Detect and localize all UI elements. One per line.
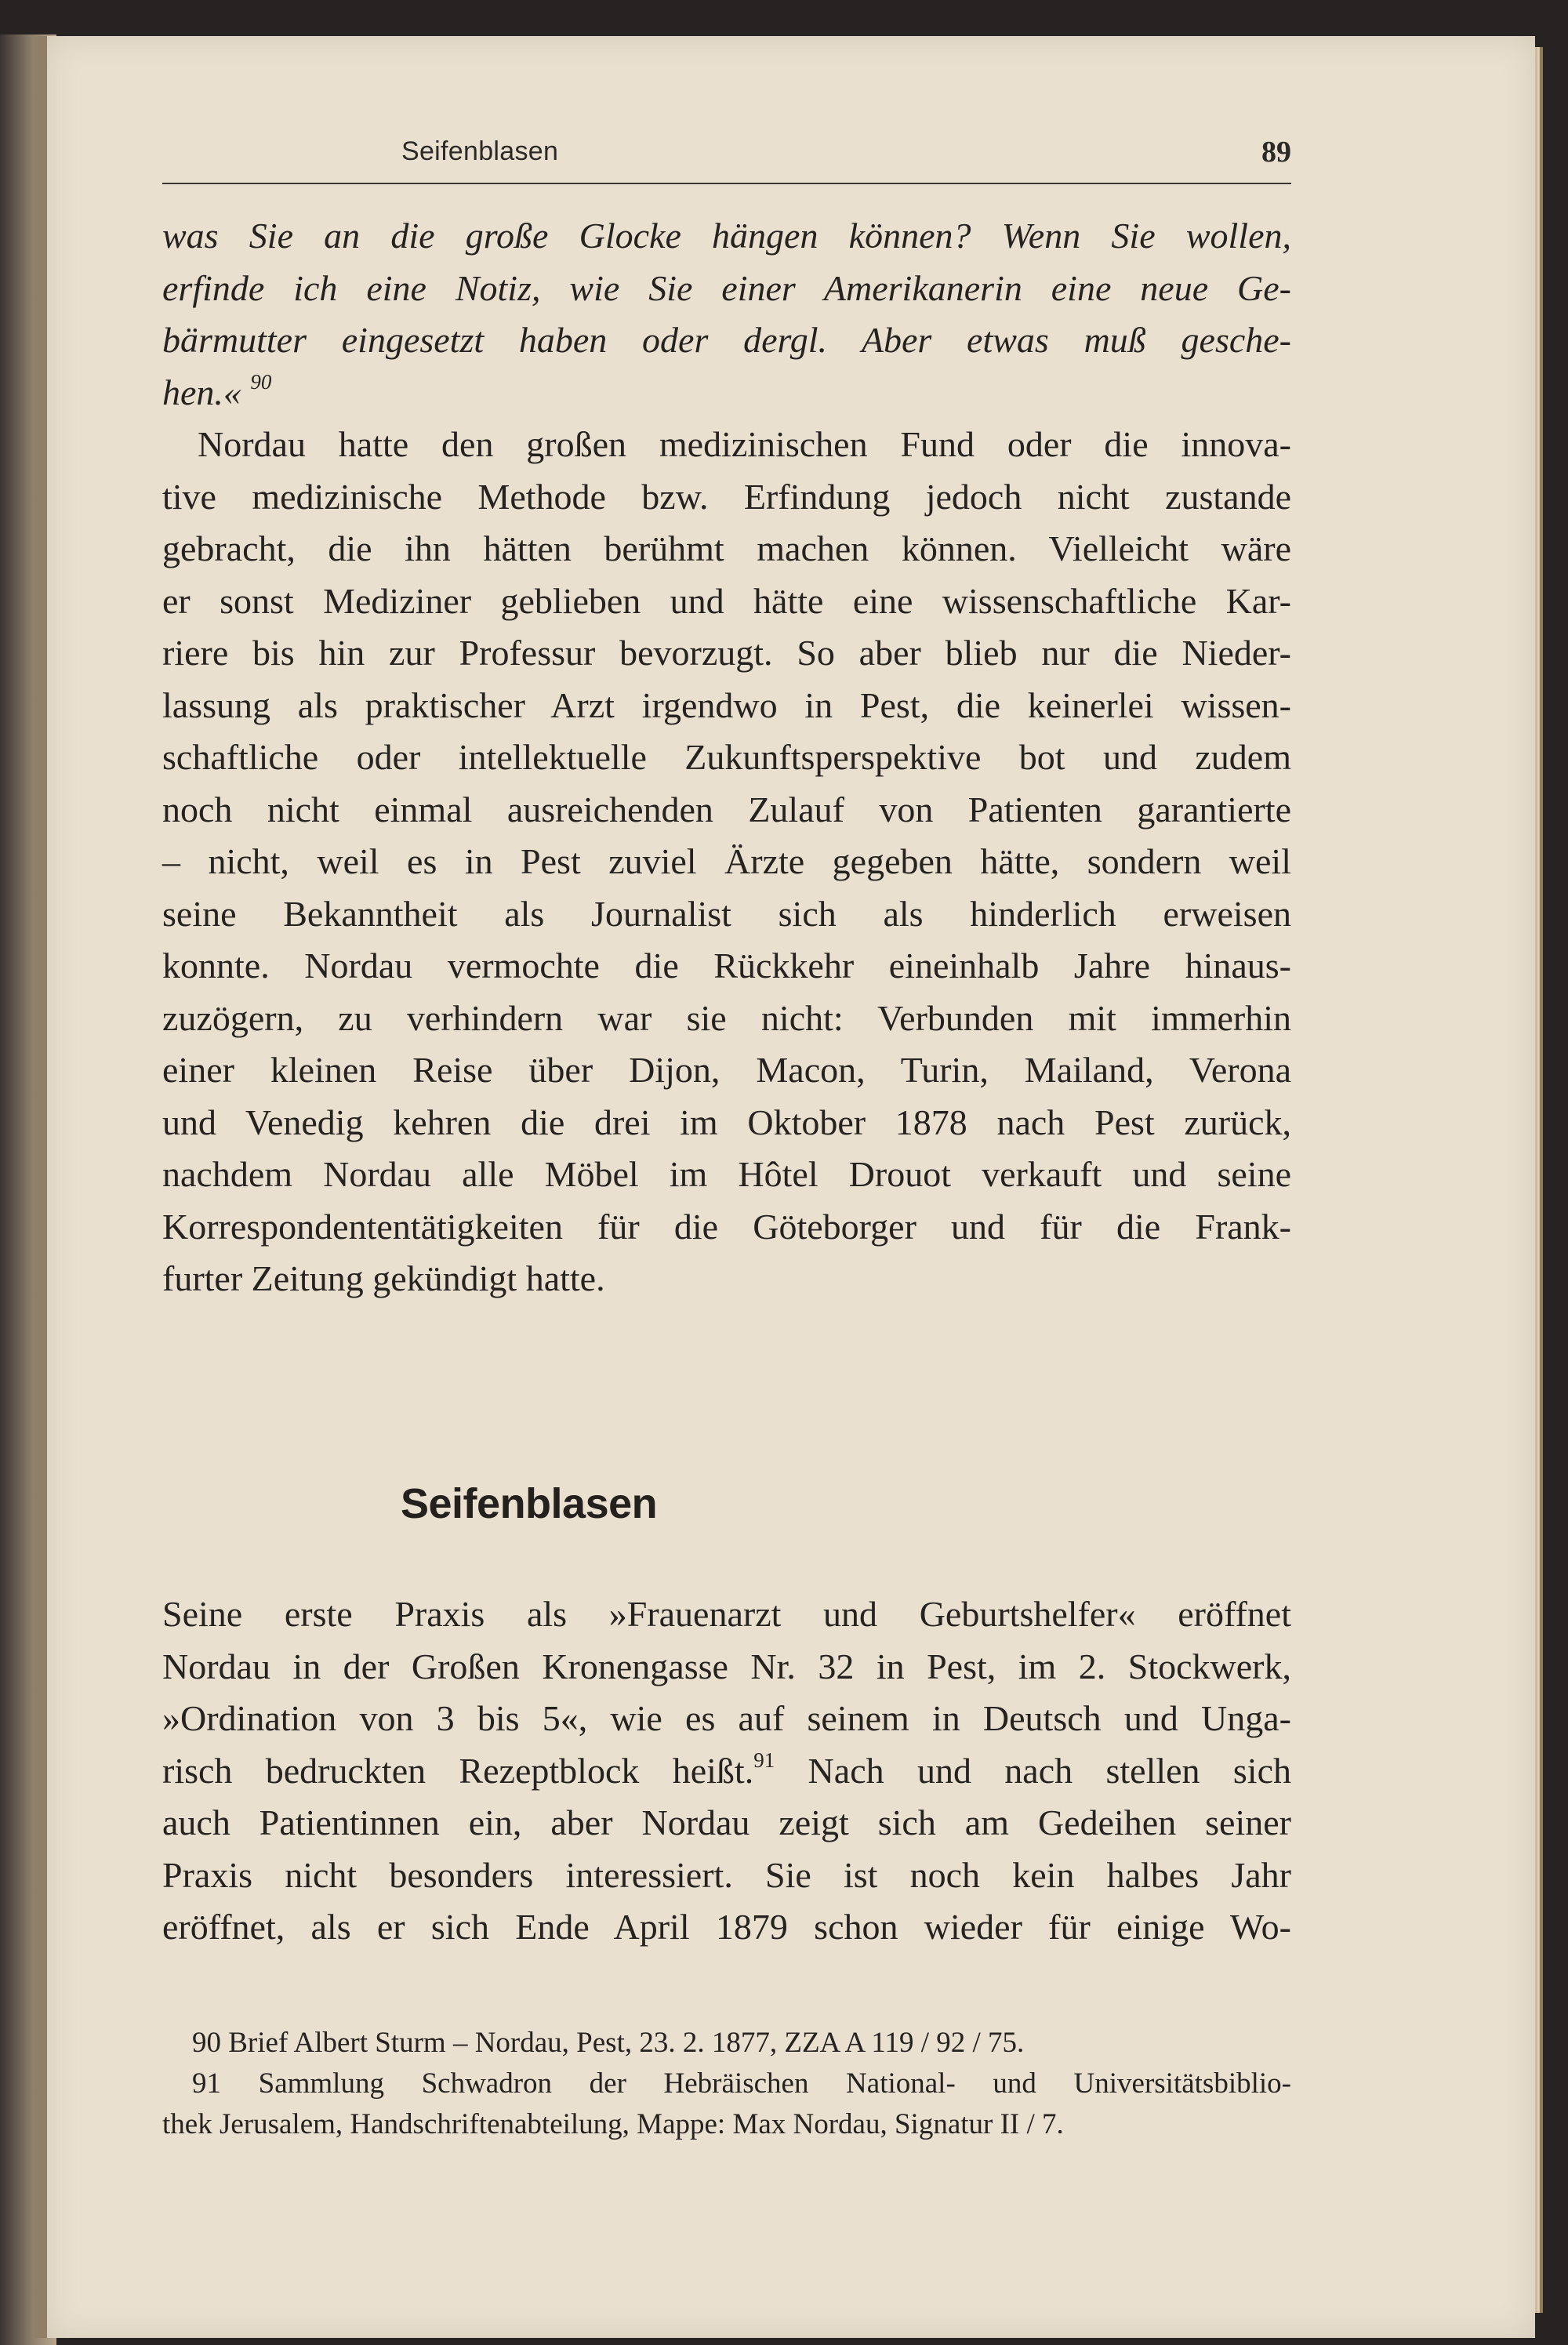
paragraph-line: und Venedig kehren die drei im Oktober 1878 nach Pest zurück, xyxy=(162,1102,1291,1142)
paragraph-line: gebracht, die ihn hätten berühmt machen können. Vielleicht wäre xyxy=(162,528,1291,568)
quote-line: bärmutter eingesetzt haben oder dergl. Aber etwas muß gesche- xyxy=(162,320,1291,360)
footnote-91: 91 Sammlung Schwadron der Hebräischen National- und Universitätsbiblio- xyxy=(192,2067,1291,2100)
header-rule xyxy=(162,183,1291,184)
quote-line: erfinde ich eine Notiz, wie Sie einer Amerikanerin eine neue Ge- xyxy=(162,267,1291,308)
quote-line-last xyxy=(162,367,1291,419)
section-heading: Seifenblasen xyxy=(401,1480,658,1527)
paragraph-line: Seine erste Praxis als »Frauenarzt und Geburtshelfer« eröffnet xyxy=(162,1594,1291,1634)
paragraph-line: Nordau in der Großen Kronengasse Nr. 32 in Pest, im 2. Stockwerk, xyxy=(162,1646,1291,1686)
paragraph-line: – nicht, weil es in Pest zuviel Ärzte gegeben hätte, sondern weil xyxy=(162,841,1291,881)
paragraph-line: Nordau hatte den großen medizinischen Fund oder die innova- xyxy=(198,424,1291,464)
paragraph-line: Praxis nicht besonders interessiert. Sie ist noch kein halbes Jahr xyxy=(162,1854,1291,1895)
page-number: 89 xyxy=(1261,136,1291,169)
running-head-title: Seifenblasen xyxy=(401,136,559,166)
paragraph-line: riere bis hin zur Professur bevorzugt. So aber blieb nur die Nieder- xyxy=(162,633,1291,673)
quote-line: was Sie an die große Glocke hängen können? Wenn Sie wollen, xyxy=(162,216,1291,256)
paragraph-line: er sonst Mediziner geblieben und hätte eine wissenschaftliche Kar- xyxy=(162,580,1291,621)
paragraph-line: lassung als praktischer Arzt irgendwo in Pest, die keinerlei wissen- xyxy=(162,684,1291,725)
line-text-before-ref: risch bedruckten Rezeptblock heißt. xyxy=(162,1750,754,1791)
line-text-after-ref: Nach und nach stellen sich xyxy=(775,1750,1292,1791)
paragraph-2 xyxy=(162,1588,1291,1954)
paragraph-line: schaftliche oder intellektuelle Zukunftsperspektive bot und zudem xyxy=(162,737,1291,777)
footnote-ref-90: 90 xyxy=(250,369,272,394)
paragraph-1 xyxy=(162,419,1291,1305)
footnote-91-continuation: thek Jerusalem, Handschriftenabteilung, Mappe: Max Nordau, Signatur II / 7. xyxy=(162,2108,1064,2140)
paragraph-line: zuzögern, zu verhindern war sie nicht: Verbunden mit immerhin xyxy=(162,997,1291,1038)
paragraph-line: noch nicht einmal ausreichenden Zulauf von Patienten garantierte xyxy=(162,789,1291,829)
footnote-ref-91: 91 xyxy=(753,1748,775,1772)
paragraph-line: einer kleinen Reise über Dijon, Macon, Turin, Mailand, Verona xyxy=(162,1050,1291,1090)
paragraph-line: konnte. Nordau vermochte die Rückkehr eineinhalb Jahre hinaus- xyxy=(162,946,1291,986)
paragraph-line: nachdem Nordau alle Möbel im Hôtel Drouot verkauft und seine xyxy=(162,1154,1291,1194)
paragraph-line: eröffnet, als er sich Ende April 1879 schon wieder für einige Wo- xyxy=(162,1907,1291,1947)
paragraph-line-with-ref xyxy=(162,1745,1291,1798)
italic-quote xyxy=(162,210,1291,419)
running-head xyxy=(162,133,1291,180)
paragraph-line: »Ordination von 3 bis 5«, wie es auf seinem in Deutsch und Unga- xyxy=(162,1698,1291,1738)
paragraph-line: Korrespondententätigkeiten für die Göteborger und für die Frank- xyxy=(162,1206,1291,1247)
footnotes xyxy=(162,2023,1291,2145)
footnote-90: 90 Brief Albert Sturm – Nordau, Pest, 23. 2. 1877, ZZA A 119 / 92 / 75. xyxy=(192,2027,1025,2059)
quote-line-text: hen.« xyxy=(162,372,241,412)
paragraph-line-last: furter Zeitung gekündigt hatte. xyxy=(162,1258,605,1298)
paragraph-line: auch Patientinnen ein, aber Nordau zeigt sich am Gedeihen seiner xyxy=(162,1802,1291,1842)
paragraph-line: seine Bekanntheit als Journalist sich als hinderlich erweisen xyxy=(162,893,1291,934)
paragraph-line: tive medizinische Methode bzw. Erfindung jedoch nicht zustande xyxy=(162,476,1291,517)
